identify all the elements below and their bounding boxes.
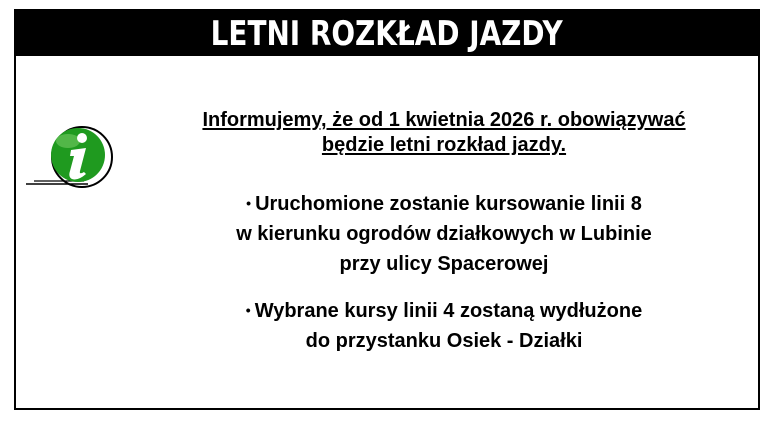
- intro-text: [144, 108, 744, 158]
- intro-line-1: Informujemy, że od 1 kwietnia 2026 r. obowiązywać: [202, 109, 686, 131]
- list-item: [144, 295, 744, 356]
- bullet-line: przy ulicy Spacerowej: [339, 253, 549, 275]
- bullet-line: w kierunku ogrodów działkowych w Lubinie: [236, 223, 652, 245]
- list-item: [144, 188, 744, 279]
- bullet-line: • Uruchomione zostanie kursowanie linii 8: [246, 193, 642, 215]
- bullet-line: do przystanku Osiek - Działki: [305, 330, 583, 352]
- header-bar: [16, 11, 758, 56]
- bullet-marker: •: [245, 302, 251, 318]
- info-icon: [26, 123, 136, 203]
- notice-board: [14, 9, 760, 410]
- page-title: LETNI ROZKŁAD JAZDY: [210, 13, 564, 54]
- bullet-marker: •: [246, 195, 252, 211]
- bullet-line: • Wybrane kursy linii 4 zostaną wydłużone: [245, 300, 643, 322]
- intro-line-2: będzie letni rozkład jazdy.: [321, 134, 567, 156]
